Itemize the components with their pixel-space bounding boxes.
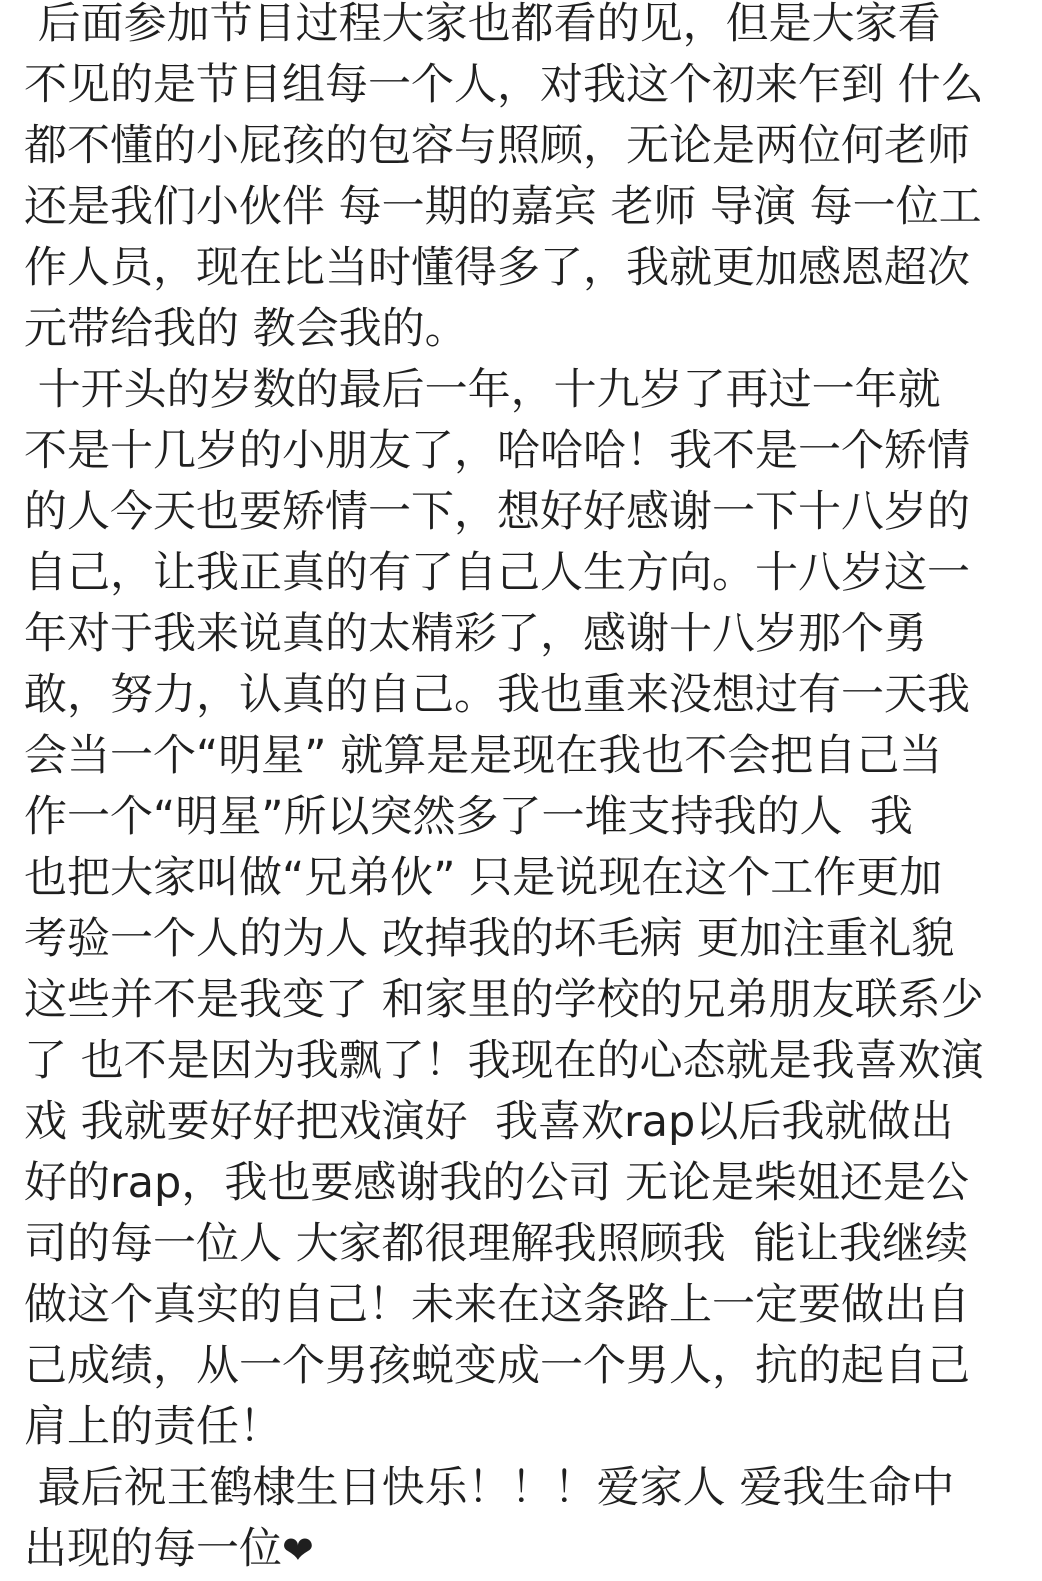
text-line: 作一个“明星”所以突然多了一堆支持我的人 我: [24, 792, 913, 842]
text-line: 了 也不是因为我飘了！我现在的心态就是我喜欢演: [24, 1036, 984, 1086]
text-line: 都不懂的小屁孩的包容与照顾，无论是两位何老师: [24, 121, 970, 171]
text-line: 司的每一位人 大家都很理解我照顾我 能让我继续: [24, 1219, 969, 1269]
text-line: 作人员，现在比当时懂得多了，我就更加感恩超次: [24, 243, 970, 293]
text-line: 元带给我的 教会我的。: [24, 304, 468, 354]
text-line: 做这个真实的自己！未来在这条路上一定要做出自: [24, 1280, 970, 1330]
text-line: 不见的是节目组每一个人，对我这个初来乍到 什么: [24, 60, 984, 110]
text-line: 还是我们小伙伴 每一期的嘉宾 老师 导演 每一位工: [24, 182, 982, 232]
heart-icon: ❤: [282, 1528, 314, 1572]
text-line: 肩上的责任！: [24, 1402, 282, 1452]
text-line: 会当一个“明星” 就算是是现在我也不会把自己当: [24, 731, 943, 781]
text-line: 考验一个人的为人 改掉我的坏毛病 更加注重礼貌: [24, 914, 955, 964]
text-line: 己成绩，从一个男孩蜕变成一个男人，抗的起自己: [24, 1341, 970, 1391]
text-line: 好的rap，我也要感谢我的公司 无论是柴姐还是公: [24, 1158, 969, 1208]
text-line: 十开头的岁数的最后一年，十九岁了再过一年就: [24, 365, 941, 415]
text-line: 敢，努力，认真的自己。我也重来没想过有一天我: [24, 670, 970, 720]
text-line: 年对于我来说真的太精彩了，感谢十八岁那个勇: [24, 609, 927, 659]
text-line: 戏 我就要好好把戏演好 我喜欢rap以后我就做出: [24, 1097, 954, 1147]
text-line: 也把大家叫做“兄弟伙” 只是说现在这个工作更加: [24, 853, 943, 903]
last-text-line: [24, 1519, 1034, 1580]
text-line: 后面参加节目过程大家也都看的见，但是大家看: [24, 0, 941, 49]
text-line: 自己，让我正真的有了自己人生方向。十八岁这一: [24, 548, 970, 598]
text-line: 最后祝王鹤棣生日快乐！！！爱家人 爱我生命中: [24, 1463, 955, 1513]
text-line: 这些并不是我变了 和家里的学校的兄弟朋友联系少: [24, 975, 984, 1025]
text-line: 不是十几岁的小朋友了，哈哈哈！我不是一个矫情: [24, 426, 970, 476]
text-line-content: 出现的每一位: [24, 1524, 282, 1574]
text-line: 的人今天也要矫情一下，想好好感谢一下十八岁的: [24, 487, 970, 537]
